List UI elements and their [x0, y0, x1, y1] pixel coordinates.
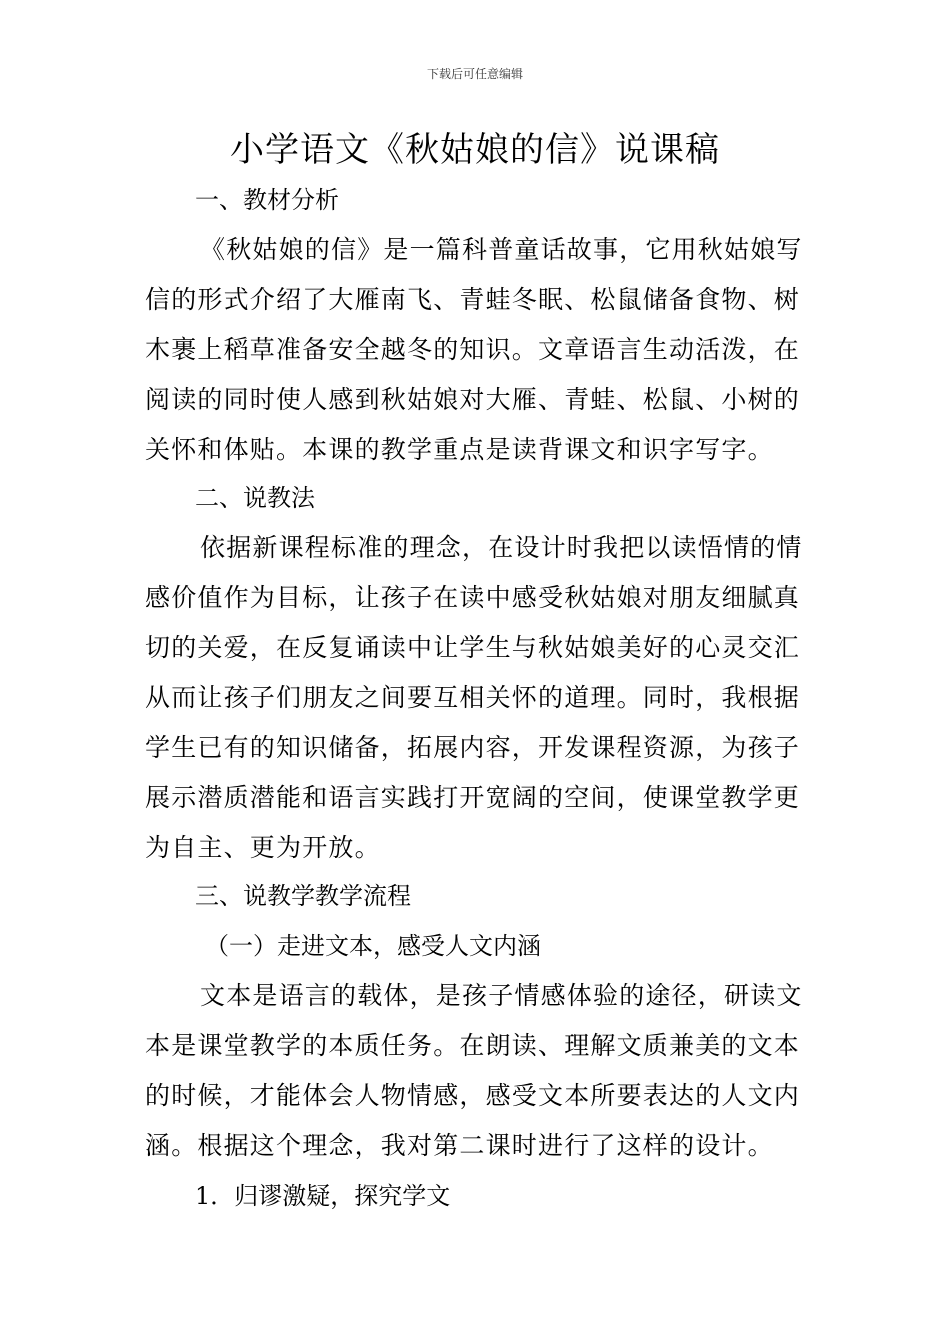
paragraph-line: 文本是语言的载体，是孩子情感体验的途径，研读文 [200, 981, 803, 1010]
paragraph-line: 关怀和体贴。本课的教学重点是读背课文和识字写字。 [145, 435, 774, 464]
paragraph-line: 本是课堂教学的本质任务。在朗读、理解文质兼美的文本 [145, 1031, 801, 1060]
paragraph-line: 为自主、更为开放。 [145, 833, 381, 862]
header-note: 下载后可任意编辑 [426, 67, 523, 81]
paragraph-line: 信的形式介绍了大雁南飞、青蛙冬眠、松鼠储备食物、树 [145, 285, 801, 314]
paragraph-line: 依据新课程标准的理念，在设计时我把以读悟情的情 [200, 533, 803, 562]
paragraph-line: 木裹上稻草准备安全越冬的知识。文章语言生动活泼，在 [145, 335, 801, 364]
paragraph-line: 感价值作为目标，让孩子在读中感受秋姑娘对朋友细腻真 [145, 583, 801, 612]
paragraph-line: 涵。根据这个理念，我对第二课时进行了这样的设计。 [145, 1131, 774, 1160]
paragraph-line: 切的关爱，在反复诵读中让学生与秋姑娘美好的心灵交汇 [145, 633, 801, 662]
paragraph-line: 的时候，才能体会人物情感，感受文本所要表达的人文内 [145, 1081, 801, 1110]
paragraph-line: 《秋姑娘的信》是一篇科普童话故事，它用秋姑娘写 [200, 235, 803, 264]
section-heading-1: 一、教材分析 [195, 186, 339, 214]
list-item-heading: 1．归谬激疑，探究学文 [195, 1182, 451, 1210]
paragraph-line: 展示潜质潜能和语言实践打开宽阔的空间，使课堂教学更 [145, 783, 801, 812]
section-heading-3: 三、说教学教学流程 [195, 882, 411, 910]
paragraph-line: 学生已有的知识储备，拓展内容，开发课程资源，为孩子 [145, 733, 801, 762]
paragraph-line: 阅读的同时使人感到秋姑娘对大雁、青蛙、松鼠、小树的 [145, 385, 801, 414]
section-heading-2: 二、说教法 [195, 484, 315, 512]
paragraph-line: 从而让孩子们朋友之间要互相关怀的道理。同时，我根据 [145, 683, 801, 712]
subsection-heading: （一）走进文本，感受人文内涵 [205, 932, 541, 960]
page-title: 小学语文《秋姑娘的信》说课稿 [230, 130, 720, 170]
